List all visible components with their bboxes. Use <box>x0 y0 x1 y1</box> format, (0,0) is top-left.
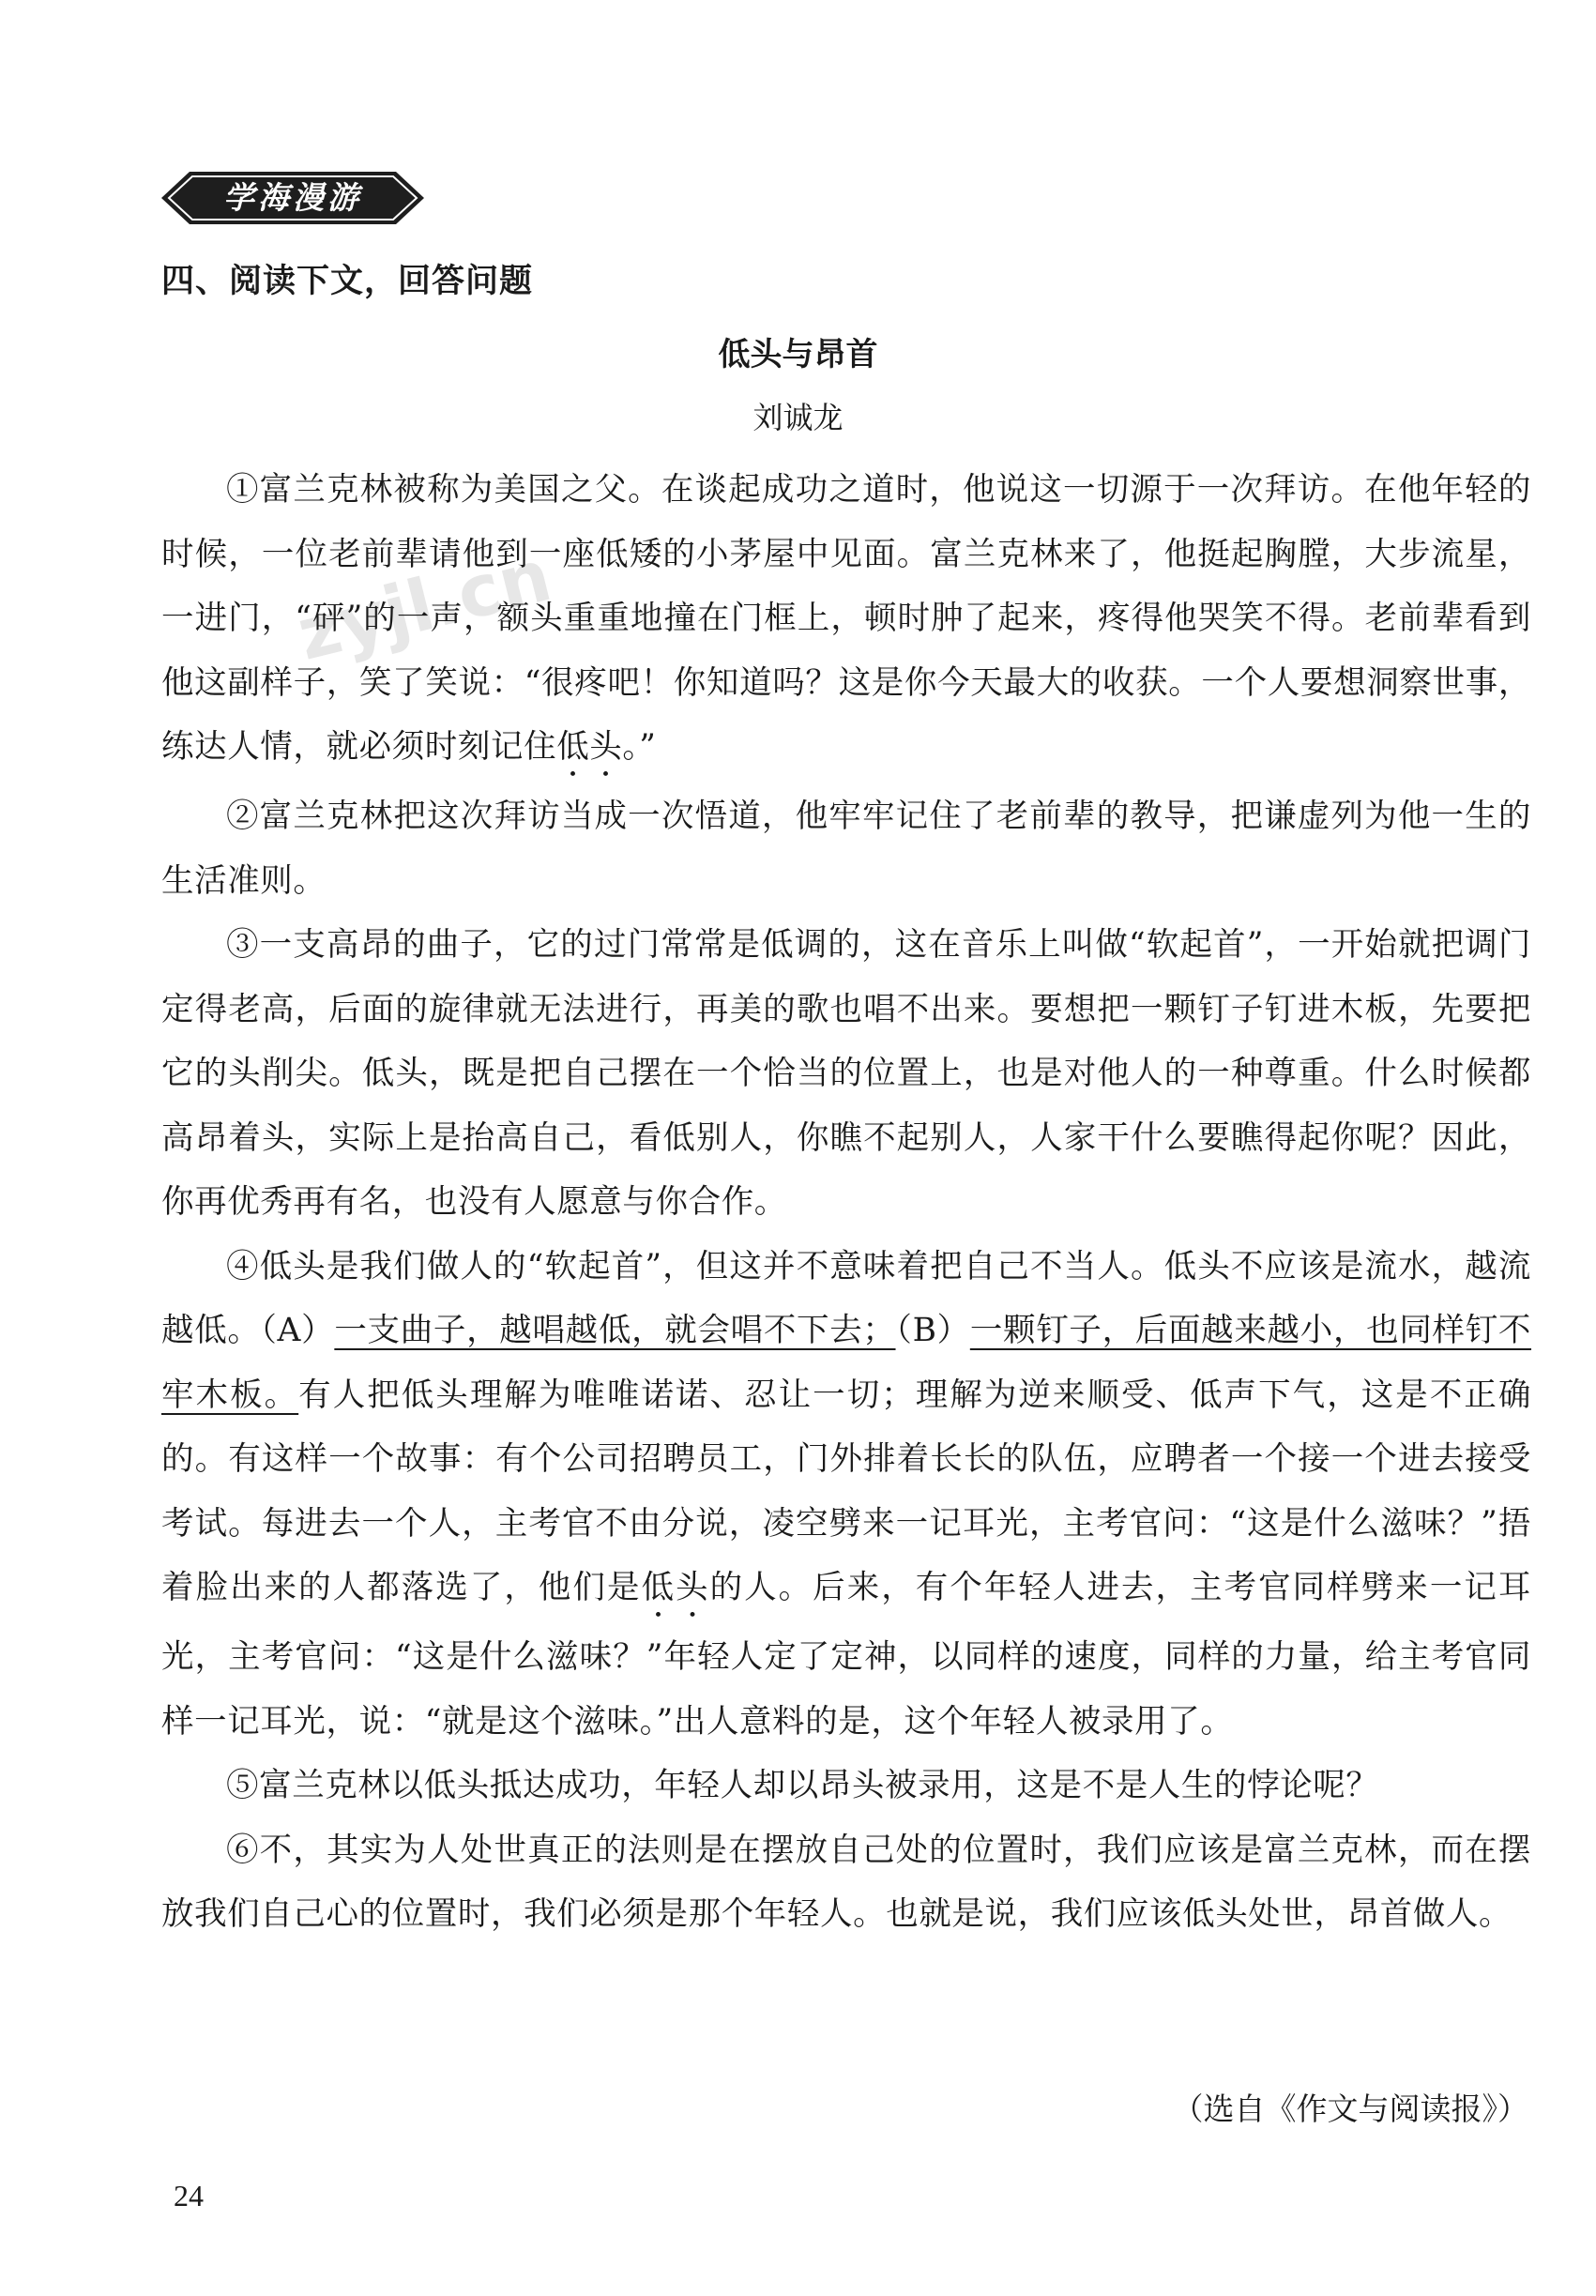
underlined-sentence-b: 一颗钉子，后面越来越小，也同样钉不牢木板。 <box>161 1312 1532 1414</box>
paragraph-5: ⑤富兰克林以低头抵达成功，年轻人却以昂头被录用，这是不是人生的悖论呢？ <box>226 1767 1379 1804</box>
underlined-sentence-a: 一支曲子，越唱越低，就会唱不下去； <box>334 1312 896 1349</box>
watermark: zyjl.cn <box>289 533 559 677</box>
article-body <box>161 458 1531 1947</box>
page-number: 24 <box>174 2179 204 2212</box>
section-banner <box>161 169 424 227</box>
article-author: 刘诚龙 <box>752 400 844 435</box>
paragraph-1: ①富兰克林被称为美国之父。在谈起成功之道时，他说这一切源于一次拜访。在他年轻的时候，一位老前辈请他到一座低矮的小茅屋中见面。富兰克林来了，他挺起胸膛，大步流星，一进门，“砰”的一声，额头重重地撞在门框上，顿时肿了起来，疼得他哭笑不得。老前辈看到他这副样子，笑了笑说：“很疼吧！你知道吗？这是你今天最大的收获。一个人要想洞察世事，练达人情，就必须时刻记住低头。” <box>161 471 1531 766</box>
section-heading: 四、阅读下文，回答问题 <box>161 263 534 300</box>
emphasis-dots: 低头 <box>556 728 623 766</box>
banner-label: 学海漫游 <box>223 179 362 216</box>
paragraph-3: ③一支高昂的曲子，它的过门常常是低调的，这在音乐上叫做“软起首”，一开始就把调门定得老高，后面的旋律就无法进行，再美的歌也唱不出来。要想把一颗钉子钉进木板，先要把它的头削尖。低头，既是把自己摆在一个恰当的位置上，也是对他人的一种尊重。什么时候都高昂着头，实际上是抬高自己，看低别人，你瞧不起别人，人家干什么要瞧得起你呢？因此，你再优秀再有名，也没有人愿意与你合作。 <box>161 926 1531 1221</box>
emphasis-dots: 低头 <box>641 1569 710 1606</box>
paragraph-2: ②富兰克林把这次拜访当成一次悟道，他牢牢记住了老前辈的教导，把谦虚列为他一生的生活准则。 <box>161 798 1531 900</box>
paragraph-6: ⑥不，其实为人处世真正的法则是在摆放自己处的位置时，我们应该是富兰克林，而在摆放我们自己心的位置时，我们必须是那个年轻人。也就是说，我们应该低头处世，昂首做人。 <box>161 1831 1531 1933</box>
source-citation: （选自《作文与阅读报》） <box>1172 2091 1528 2127</box>
article-title: 低头与昂首 <box>718 336 878 373</box>
paragraph-4: ④低头是我们做人的“软起首”，但这并不意味着把自己不当人。低头不应该是流水，越流越低。（A）一支曲子，越唱越低，就会唱不下去；（B）一颗钉子，后面越来越小，也同样钉不牢木板。有人把低头理解为唯唯诺诺、忍让一切；理解为逆来顺受、低声下气，这是不正确的。有这样一个故事：有个公司招聘员工，门外排着长长的队伍，应聘者一个接一个进去接受考试。每进去一个人，主考官不由分说，凌空劈来一记耳光，主考官问：“这是什么滋味？”捂着脸出来的人都落选了，他们是低头的人。后来，有个年轻人进去，主考官同样劈来一记耳光，主考官问：“这是什么滋味？”年轻人定了定神，以同样的速度，同样的力量，给主考官同样一记耳光，说：“就是这个滋味。”出人意料的是，这个年轻人被录用了。 <box>161 1247 1532 1741</box>
